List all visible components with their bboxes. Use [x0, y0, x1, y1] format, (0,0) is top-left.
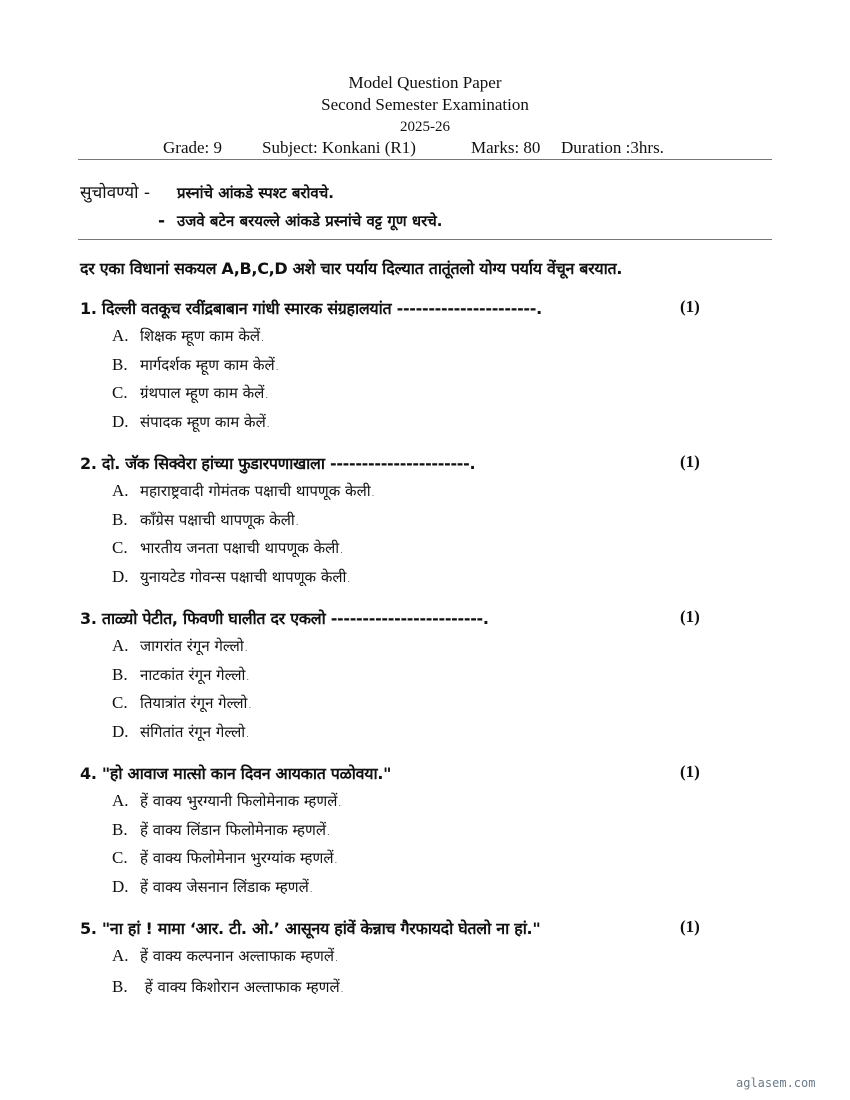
option — [112, 510, 300, 530]
option-text: महाराष्ट्रवादी गोमंतक पक्षाची थापणूक केली. — [140, 482, 376, 500]
watermark-link[interactable]: aglasem.com — [736, 1076, 816, 1090]
instruction-line-1 — [80, 182, 334, 204]
option-key: D. — [112, 877, 129, 896]
option — [112, 820, 331, 840]
option-text: काँग्रेस पक्षाची थापणूक केली. — [140, 511, 300, 529]
option-text: हें वाक्य लिंडान फिलोमेनाक म्हणलें. — [140, 821, 331, 839]
option-text: जागरांत रंगून गेल्लो. — [140, 637, 249, 655]
option-key: C. — [112, 693, 128, 712]
instructions-label: सुचोवण्यो - — [80, 183, 151, 203]
section-directive: दर एका विधानां सकयल A,B,C,D अशे चार पर्याय दिल्यात तातूंतलो योग्य पर्याय वेंचून बरयात. — [80, 259, 623, 278]
question-1: 1. दिल्ली वतकूच रवींद्रबाबान गांधी स्मारक संग्रहालयांत ----------------------. — [80, 299, 542, 318]
option-text: युनायटेड गोवन्स पक्षाची थापणूक केली. — [140, 568, 352, 586]
option — [112, 355, 279, 375]
option — [112, 693, 252, 713]
option-key: C. — [112, 848, 128, 867]
option-key: C. — [112, 383, 128, 402]
option-key: D. — [112, 722, 129, 741]
option — [112, 567, 351, 587]
option — [112, 538, 344, 558]
option-key: A. — [112, 481, 129, 500]
option-text: हें वाक्य भुरग्यानी फिलोमेनाक म्हणलें. — [140, 792, 343, 810]
instructions-divider — [78, 239, 772, 240]
option-key: B. — [112, 665, 128, 684]
option-text: भारतीय जनता पक्षाची थापणूक केली. — [140, 539, 344, 557]
option — [112, 848, 338, 868]
option-text: हें वाक्य कल्पनान अल्ताफाक म्हणलें. — [140, 947, 339, 965]
option — [112, 383, 269, 403]
question-1-marks: (1) — [680, 297, 700, 316]
option-key: D. — [112, 412, 129, 431]
question-4: 4. "हो आवाज मात्सो कान दिवन आयकात पळोवया." — [80, 764, 392, 783]
header-divider — [78, 159, 772, 160]
question-3: 3. ताळ्यो पेटीत, फिवणी घालीत दर एकलो ------------------------. — [80, 609, 489, 628]
option — [112, 481, 375, 501]
option-key: C. — [112, 538, 128, 557]
option-text: संगितांत रंगून गेल्लो. — [140, 723, 250, 741]
option — [112, 791, 342, 811]
option — [112, 977, 344, 997]
option — [112, 877, 314, 897]
option — [112, 665, 250, 685]
duration: Duration :3hrs. — [561, 138, 664, 157]
option-text: संपादक म्हूण काम केलें. — [140, 413, 271, 431]
option-key: D. — [112, 567, 129, 586]
option-key: B. — [112, 977, 128, 996]
option-text: हें वाक्य फिलोमेनान भुरग्यांक म्हणलें. — [140, 849, 339, 867]
exam-meta-line — [163, 138, 664, 158]
option-key: A. — [112, 636, 129, 655]
option — [112, 326, 265, 346]
option — [112, 636, 249, 656]
option-key: B. — [112, 820, 128, 839]
option — [112, 722, 250, 742]
option — [112, 412, 271, 432]
instruction-text-2: उजवे बटेन बरयल्ले आंकडे प्रस्नांचे वट्ट गूण धरचे. — [177, 212, 443, 230]
instruction-text-1: प्रस्नांचे आंकडे स्पश्ट बरोवचे. — [177, 184, 334, 202]
option-text: हें वाक्य किशोरान अल्ताफाक म्हणलें. — [140, 978, 345, 996]
exam-name: Second Semester Examination — [321, 95, 529, 114]
option-text: शिक्षक म्हूण काम केलें. — [140, 327, 265, 345]
option-key: A. — [112, 326, 129, 345]
subject: Subject: Konkani (R1) — [262, 138, 416, 157]
total-marks: Marks: 80 — [471, 138, 541, 157]
question-4-marks: (1) — [680, 762, 700, 781]
option-text: नाटकांत रंगून गेल्लो. — [140, 666, 251, 684]
question-5-marks: (1) — [680, 917, 700, 936]
option-key: B. — [112, 510, 128, 529]
option-text: तियात्रांत रंगून गेल्लो. — [140, 694, 253, 712]
question-2: 2. दो. जॅक सिक्वेरा हांच्या फुडारपणाखाला ----------------------. — [80, 454, 476, 473]
paper-title: Model Question Paper — [348, 73, 502, 92]
question-5: 5. "ना हां ! मामा ‘आर. टी. ओ.’ आसूनय हांवें केन्नाच गैरफायदो घेतलो ना हां." — [80, 919, 541, 938]
option-key: A. — [112, 946, 129, 965]
instruction-dash: - — [158, 211, 166, 231]
option-text: मार्गदर्शक म्हूण काम केलें. — [140, 356, 280, 374]
option-key: A. — [112, 791, 129, 810]
academic-year: 2025-26 — [400, 119, 450, 135]
option — [112, 946, 339, 966]
option-key: B. — [112, 355, 128, 374]
option-text: हें वाक्य जेसनान लिंडाक म्हणलें. — [140, 878, 314, 896]
instruction-line-2 — [158, 210, 442, 232]
option-text: ग्रंथपाल म्हूण काम केलें. — [140, 384, 270, 402]
grade: Grade: 9 — [163, 138, 223, 157]
question-3-marks: (1) — [680, 607, 700, 626]
question-2-marks: (1) — [680, 452, 700, 471]
